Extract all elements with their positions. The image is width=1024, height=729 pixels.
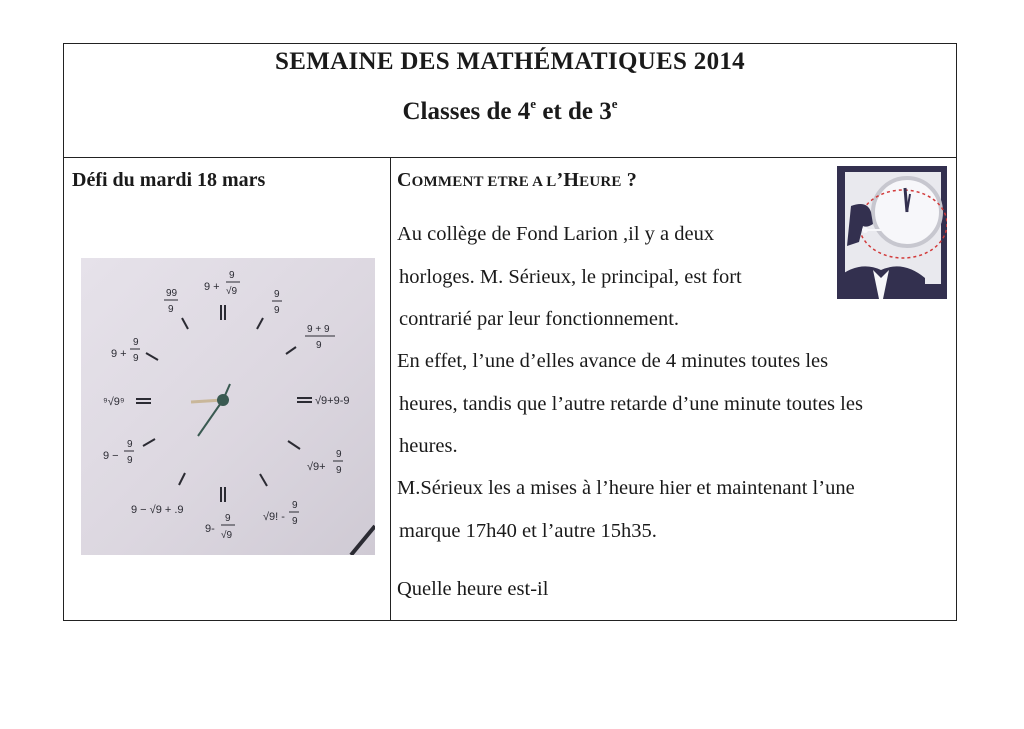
question-line: Quelle heure est-il [397,578,549,600]
text-line: heures, tandis que l’autre retarde d’une minute toutes les [399,393,863,415]
clock-label-4-den: 9 [336,465,342,476]
text-line: marque 17h40 et l’autre 15h35. [399,520,657,542]
day-label: Défi du mardi 18 mars [72,169,266,191]
subtitle-text-mid: et de 3 [536,98,612,125]
clock-label-12-num: 9 [229,270,235,281]
math-clock-drawing [81,258,375,555]
clock-label-6-den: √9 [221,530,233,541]
subtitle-sup: e [530,96,537,111]
clock-label-2-den: 9 [316,340,322,351]
clock-label-5-den: 9 [292,516,298,527]
subtitle-text: Classes de 4 [402,98,531,125]
page-subtitle [64,98,956,126]
section-title [397,169,637,192]
clock-label-10: 9 + [111,348,127,360]
text-line: Au collège de Fond Larion ,il y a deux [397,223,715,245]
clock-label-1-den: 9 [274,305,280,316]
clock-label-12-den: √9 [226,286,238,297]
challenge-sheet [63,43,957,621]
title-part-2: ’H [556,169,580,191]
clock-label-2-num: 9 + 9 [307,324,330,335]
pen-shape [351,526,375,555]
header [64,44,956,158]
text-line: contrarié par leur fonctionnement. [399,308,680,330]
clock-label-11-num: 99 [166,288,178,299]
clock-head-icon [837,166,947,299]
clock-label-5: √9! - [263,511,285,523]
clock-label-7: 9 − √9 + .9 [131,504,184,516]
clock-label-4-num: 9 [336,449,342,460]
clock-label-10-den: 9 [133,353,139,364]
text-line: M.Sérieux les a mises à l’heure hier et maintenant l’une [397,477,855,499]
clock-head-illustration [837,166,947,299]
clock-label-6: 9- [205,523,215,535]
clock-label-8: 9 − [103,450,119,462]
page-title: SEMAINE DES MATHÉMATIQUES 2014 [275,48,745,75]
clock-label-4: √9+ [307,461,326,473]
math-clock-photo [81,258,375,555]
clock-label-11-den: 9 [168,304,174,315]
clock-label-8-num: 9 [127,439,133,450]
title-part-small-2: EURE [579,174,622,190]
text-line: horloges. M. Sérieux, le principal, est fort [399,266,742,288]
subtitle-sup-end: e [611,96,618,111]
clock-hands [191,384,230,436]
title-part: C [397,169,412,191]
text-line: heures. [399,435,458,457]
clock-label-1-num: 9 [274,289,280,300]
title-part-small: OMMENT ETRE A L [411,174,557,190]
clock-label-10-num: 9 [133,337,139,348]
title-end: ? [621,169,638,191]
clock-label-8-den: 9 [127,455,133,466]
clock-label-9: ⁹√9⁹ [103,396,125,408]
text-line: En effet, l’une d’elles avance de 4 minutes toutes les [397,350,829,372]
clock-label-3: √9+9-9 [315,395,350,407]
left-column [64,157,391,620]
right-column [390,157,956,620]
clock-label-6-num: 9 [225,513,231,524]
clock-label-12: 9 + [204,281,220,293]
clock-label-5-num: 9 [292,500,298,511]
